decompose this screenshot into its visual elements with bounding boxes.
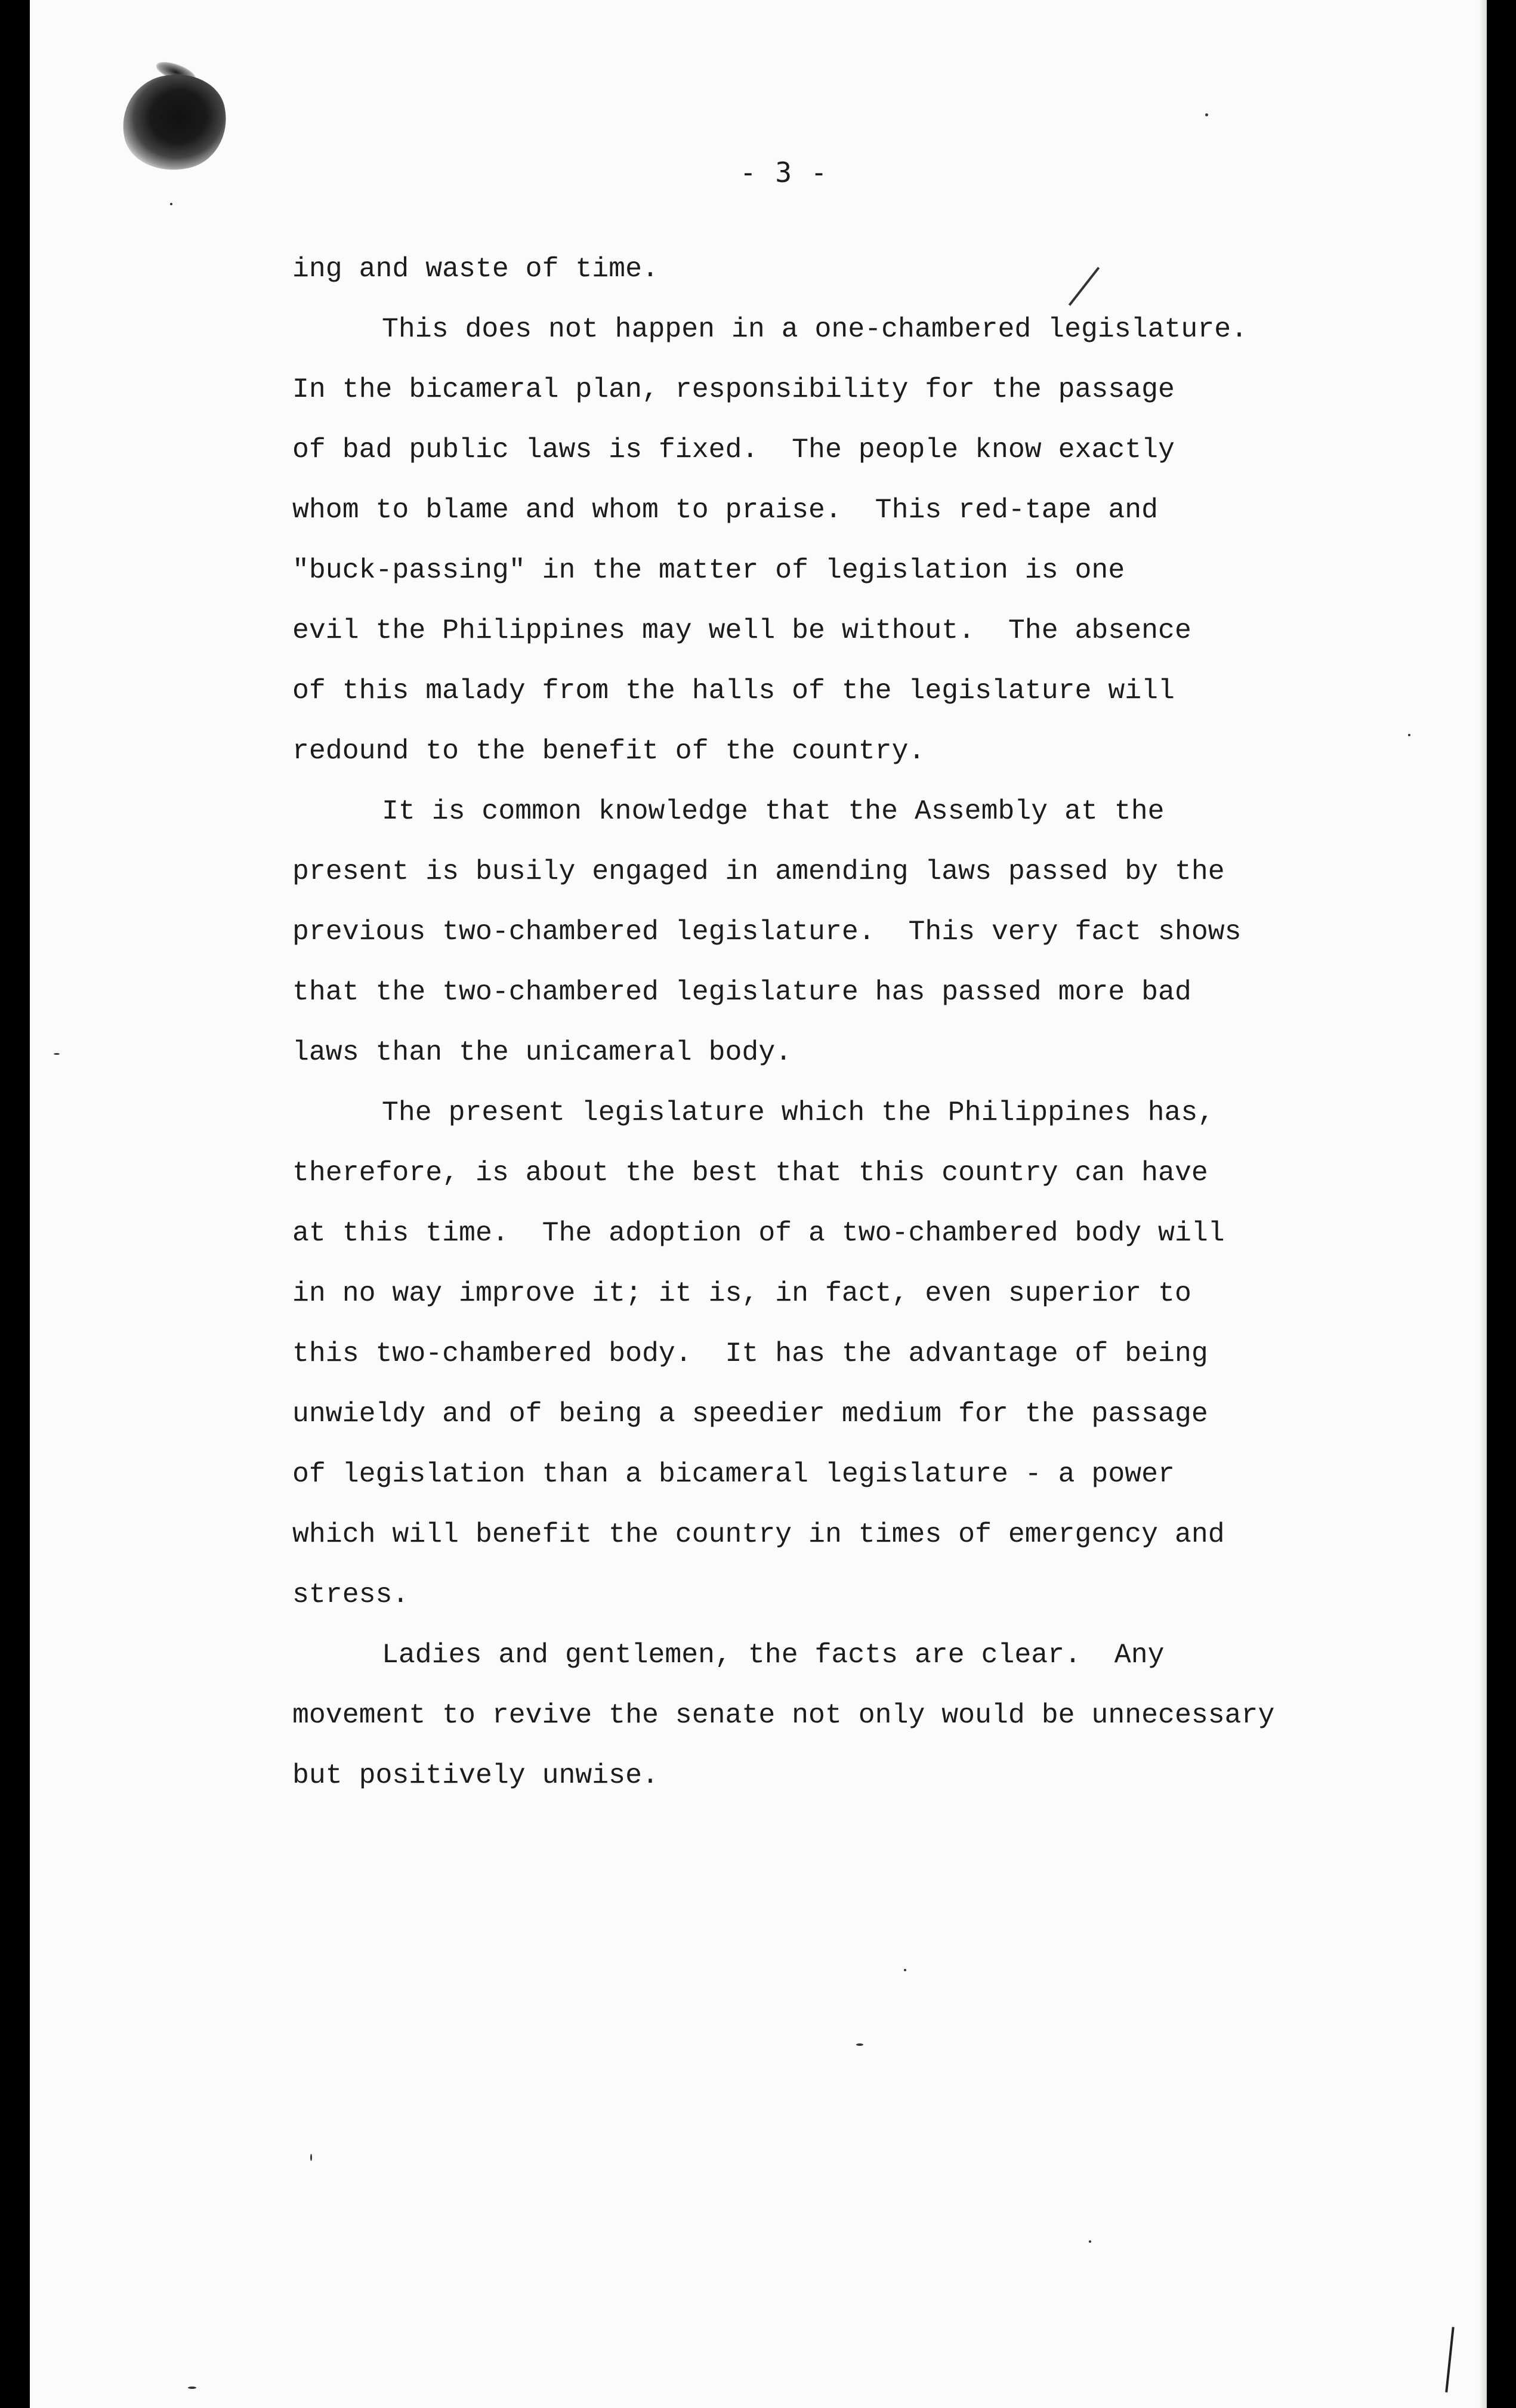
paper-speck [188,2387,196,2389]
text-line: It is common knowledge that the Assembly at the [382,795,1165,827]
text-line: therefore, is about the best that this country can have [292,1157,1208,1188]
paper-speck [1089,2240,1091,2243]
text-line: Ladies and gentlemen, the facts are clear. Any [382,1639,1165,1671]
paper-speck [1408,734,1410,736]
ink-blot [113,65,235,180]
text-line: previous two-chambered legislature. This very fact shows [292,916,1242,947]
text-line: redound to the benefit of the country. [292,735,925,767]
paper-speck [170,203,172,205]
paper-speck [1205,113,1208,116]
page-edge [1478,0,1487,2408]
paper-speck [54,1053,60,1055]
text-line: whom to blame and whom to praise. This red-tape and [292,494,1159,526]
text-line: In the bicameral plan, responsibility for the passage [292,373,1175,405]
text-line: at this time. The adoption of a two-chambered body will [292,1217,1225,1249]
text-line: but positively unwise. [292,1759,659,1791]
edge-pen-mark [1445,2327,1454,2392]
text-line: this two-chambered body. It has the advantage of being [292,1338,1208,1369]
text-line: The present legislature which the Philippines has, [382,1097,1215,1128]
text-line: movement to revive the senate not only would be unnecessary [292,1699,1275,1731]
paper-speck [904,1969,906,1971]
text-line: "buck-passing" in the matter of legislation is one [292,554,1125,586]
text-line: stress. [292,1579,409,1610]
text-line: laws than the unicameral body. [292,1036,792,1068]
document-page [30,0,1487,2408]
paper-speck [856,2043,863,2046]
text-line: of this malady from the halls of the legislature will [292,675,1175,706]
text-line: that the two-chambered legislature has passed more bad [292,976,1191,1008]
paper-speck [310,2154,312,2161]
page-number: - 3 - [740,156,829,189]
body-text [292,239,1426,1805]
text-line: of legislation than a bicameral legislature - a power [292,1458,1175,1490]
text-line: ing and waste of time. [292,253,659,285]
text-line: evil the Philippines may well be without. The absence [292,615,1191,646]
text-line: of bad public laws is fixed. The people know exactly [292,434,1175,465]
text-line: in no way improve it; it is, in fact, even superior to [292,1277,1191,1309]
text-line: unwieldy and of being a speedier medium for the passage [292,1398,1208,1430]
text-line: present is busily engaged in amending laws passed by the [292,856,1225,887]
text-line: which will benefit the country in times of emergency and [292,1518,1225,1550]
text-line: This does not happen in a one-chambered legislature. [382,313,1248,345]
